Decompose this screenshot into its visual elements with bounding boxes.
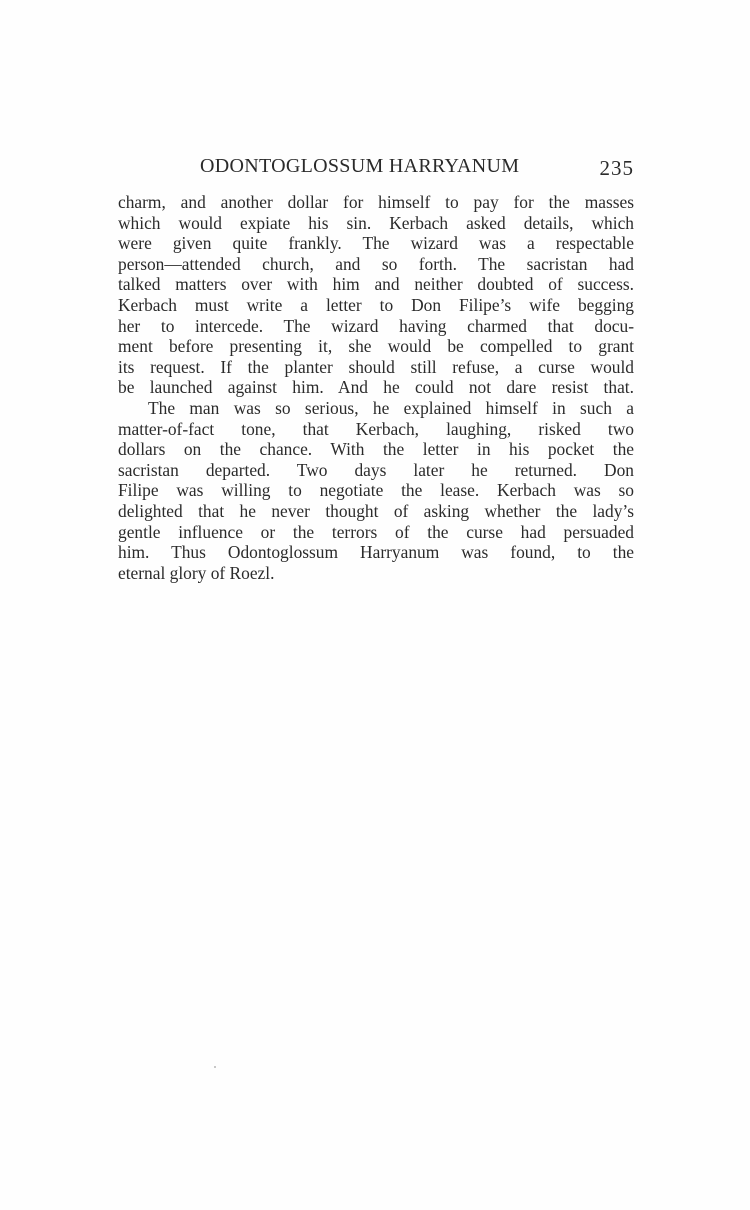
text-line: dollars on the chance. With the letter in his pocket the [118,439,634,460]
page-number: 235 [599,156,634,180]
running-title: ODONTOGLOSSUM HARRYANUM [200,155,520,177]
text-line: person—attended church, and so forth. The sacristan had [118,253,634,274]
text-line: charm, and another dollar for himself to pay for the masses [118,192,634,212]
text-line: Kerbach must write a letter to Don Filipe’s wife begging [118,294,634,315]
text-line: delighted that he never thought of asking whether the lady’s [118,500,634,521]
text-line: sacristan departed. Two days later he returned. Don [118,459,634,480]
text-line: Filipe was willing to negotiate the lease. Kerbach was so [118,480,634,501]
text-line: be launched against him. And he could not dare resist that. [118,377,634,398]
text-line: The man was so serious, he explained himself in such a [148,397,634,418]
text-line: were given quite frankly. The wizard was a respectable [118,233,634,254]
text-line: which would expiate his sin. Kerbach asked details, which [118,212,634,233]
text-line: its request. If the planter should still refuse, a curse would [118,356,634,377]
text-line: eternal glory of Roezl. [118,562,275,583]
running-head [118,155,634,181]
text-line: matter-of-fact tone, that Kerbach, laughing, risked two [118,418,634,439]
body-text [118,192,634,583]
paragraph-2 [118,398,634,583]
text-line: her to intercede. The wizard having charmed that docu- [118,315,634,336]
text-line: him. Thus Odontoglossum Harryanum was found, to the [118,542,634,563]
paper-speck [214,1066,216,1068]
text-line: talked matters over with him and neither doubted of success. [118,274,634,295]
paragraph-1 [118,192,634,398]
text-line: gentle influence or the terrors of the curse had persuaded [118,521,634,542]
text-line: ment before presenting it, she would be compelled to grant [118,336,634,357]
